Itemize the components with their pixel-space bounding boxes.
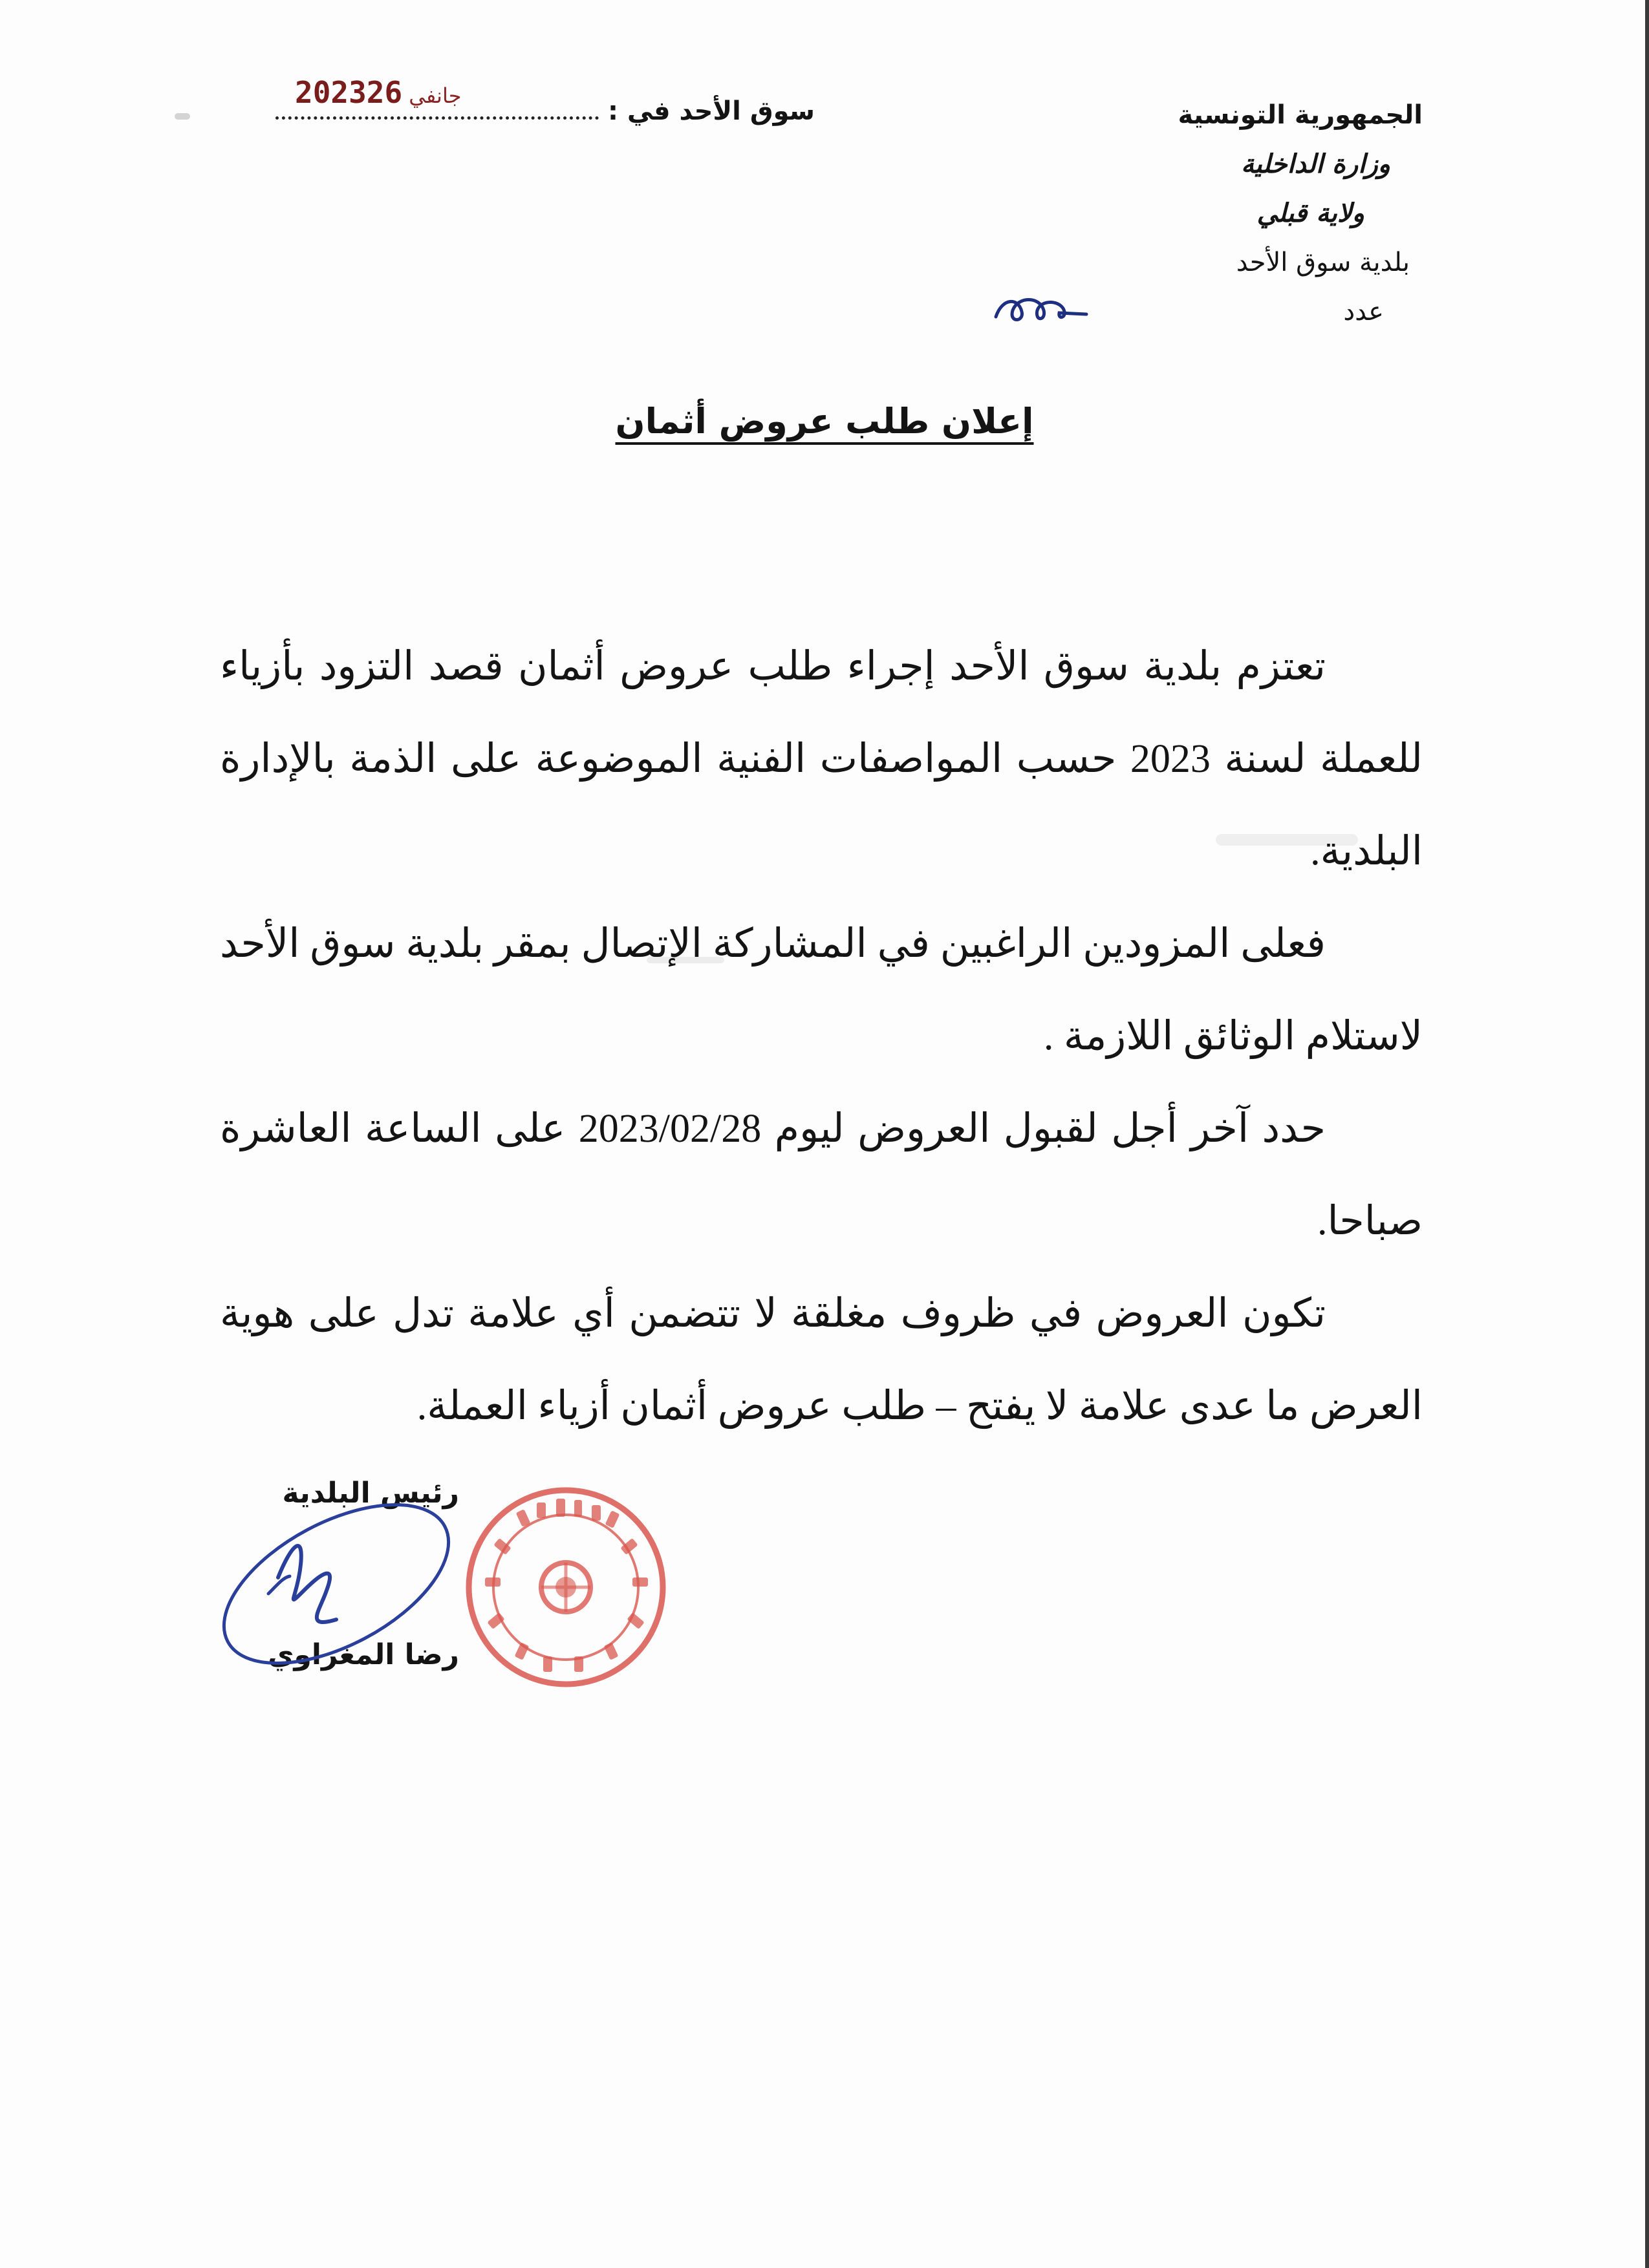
body-paragraph: تعتزم بلدية سوق الأحد إجراء طلب عروض أثمان قصد التزود بأزياء للعملة لسنة 2023 حسب المواصفات الفنية الموضوعة على الذمة بالإدارة البلدية.	[220, 645, 1423, 873]
signatory-title: رئيس البلدية	[282, 1477, 459, 1510]
announcement-body	[220, 621, 1423, 1453]
announcement-title-text: إعلان طلب عروض أثمان	[615, 401, 1034, 442]
place-date	[233, 75, 815, 131]
municipal-seal-icon	[459, 1481, 673, 1694]
place-date-label: سوق الأحد في :	[607, 96, 815, 126]
date-field	[275, 75, 599, 120]
body-paragraph: تكون العروض في ظروف مغلقة لا تتضمن أي علامة تدل على هوية العرض ما عدى علامة لا يفتح – طلب عروض أثمان أزياء العملة.	[220, 1292, 1423, 1428]
handwritten-reference-number-icon	[989, 291, 1093, 327]
body-paragraph: فعلى المزودين الراغبين في المشاركة الإتصال بمقر بلدية سوق الأحد لاستلام الوثائق اللازمة .	[220, 922, 1423, 1058]
letterhead-ministry: وزارة الداخلية	[1241, 149, 1390, 179]
letterhead-governorate: ولاية قبلي	[1256, 198, 1364, 228]
date-day: 26	[366, 75, 403, 110]
scan-smudge	[175, 113, 190, 120]
body-paragraph: حدد آخر أجل لقبول العروض ليوم 2023/02/28 على الساعة العاشرة صباحا.	[220, 1107, 1423, 1243]
announcement-title	[0, 401, 1649, 442]
date-month: جانفي	[409, 83, 462, 108]
letterhead	[970, 91, 1423, 336]
signatory-name: رضا المغزاوي	[268, 1638, 459, 1671]
letterhead-country: الجمهورية التونسية	[1178, 100, 1423, 130]
handwritten-date	[295, 73, 468, 115]
reference-label: عدد	[1343, 297, 1384, 326]
scan-edge-shadow	[1645, 0, 1649, 2268]
date-year: 2023	[295, 75, 367, 110]
letterhead-reference	[970, 287, 1384, 336]
handwritten-signature-icon	[207, 1481, 479, 1694]
letterhead-municipality: بلدية سوق الأحد	[1236, 248, 1410, 277]
